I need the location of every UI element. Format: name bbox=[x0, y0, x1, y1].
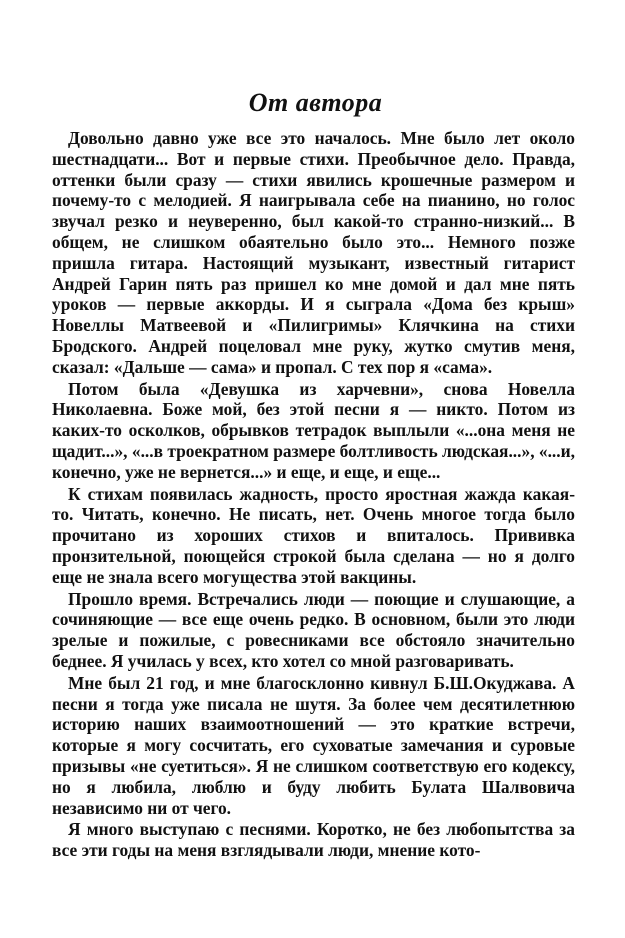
page-body bbox=[52, 128, 575, 862]
paragraph: Мне был 21 год, и мне благосклонно кивнул Б.Ш.Окуджава. А песни я тогда уже писала не шутя. За более чем десятилетнюю историю наших взаимоотношений — это краткие встречи, которые я могу сосчитать, его суховатые замечания и суровые призывы «не суетиться». Я не слишком соответствую его кодексу, но я любила, люблю и буду любить Булата Шалвовича независимо ни от чего. bbox=[52, 672, 575, 818]
paragraph: Потом была «Девушка из харчевни», снова Новелла Николаевна. Боже мой, без этой песни я — никто. Потом из каких-то осколков, обрывков тетрадок выплыли «...она меня не щадит...», «...в троекратном размере болтливость людская...», «...и, конечно, уже не вернется...» и еще, и еще, и еще... bbox=[52, 378, 575, 482]
paragraph: Довольно давно уже все это началось. Мне было лет около шестнадцати... Вот и первые стихи. Преобычное дело. Правда, оттенки были сразу — стихи явились крошечные размером и почему-то с мелодией. Я наигрывала себе на пианино, но голос звучал резко и неуверенно, был какой-то странно-низкий... В общем, не слишком обаятельно было это... Немного позже пришла гитара. Настоящий музыкант, известный гитарист Андрей Гарин пять раз пришел ко мне домой и дал мне пять уроков — первые аккорды. И я сыграла «Дома без крыш» Новеллы Матвеевой и «Пилигримы» Клячкина на стихи Бродского. Андрей поцеловал мне руку, жутко смутив меня, сказал: «Дальше — сама» и пропал. С тех пор я «сама». bbox=[52, 128, 575, 377]
page-title: От автора bbox=[248, 88, 383, 117]
paragraph: К стихам появилась жадность, просто яростная жажда какая-то. Читать, конечно. Не писать, нет. Очень многое тогда было прочитано из хороших стихов и впиталось. Прививка пронзительной, поющейся строкой была сделана — но я долго еще не знала всего могущества этой вакцины. bbox=[52, 483, 575, 587]
paragraph: Я много выступаю с песнями. Коротко, не без любопытства за все эти годы на меня взглядывали люди, мнение кото- bbox=[52, 819, 575, 861]
paragraph: Прошло время. Встречались люди — поющие и слушающие, а сочиняющие — все еще очень редко. В основном, были это люди зрелые и пожилые, с ровесниками все обстояло значительно беднее. Я училась у всех, кто хотел со мной разговаривать. bbox=[52, 588, 575, 671]
